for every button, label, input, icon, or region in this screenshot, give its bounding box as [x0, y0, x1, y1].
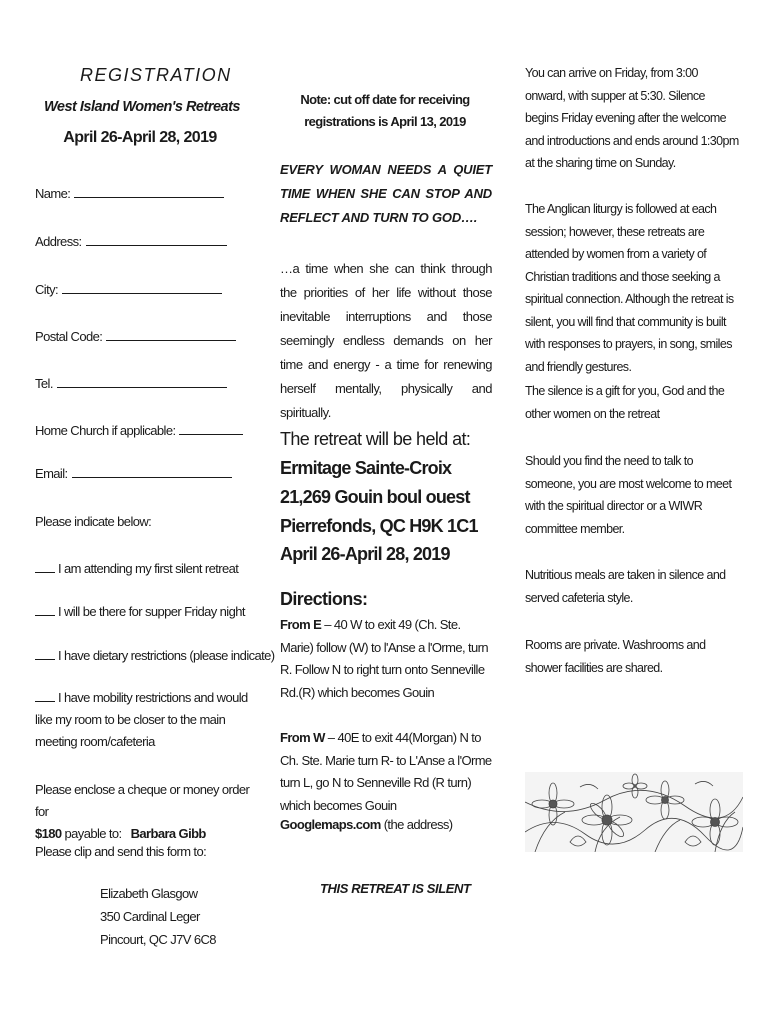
location-dates: April 26-April 28, 2019 — [280, 544, 450, 564]
mobility-option[interactable] — [35, 687, 250, 753]
location-name: Ermitage Sainte-Croix — [280, 458, 452, 478]
location-city: Pierrefonds, QC H9K 1C1 — [280, 516, 478, 536]
directions-heading: Directions: — [280, 589, 368, 609]
supper-label: I will be there for supper Friday night — [58, 604, 245, 619]
dietary-checkbox[interactable] — [35, 647, 55, 660]
payment-payable-to: payable to: — [64, 826, 122, 841]
from-east-text: – 40 W to exit 49 (Ch. Ste. Marie) follow (W) to l'Anse a l'Orme, turn R. Follow N to right turn onto Senneville Rd.(R) which becomes Gouin — [280, 617, 489, 700]
rooms-paragraph: Rooms are private. Washrooms and shower facilities are shared. — [525, 638, 706, 675]
mail-address-name: Elizabeth Glasgow — [100, 886, 198, 901]
payment-text: Please enclose a cheque or money order for — [35, 782, 250, 819]
dietary-label: I have dietary restrictions (please indicate) — [58, 648, 275, 663]
payment-amount: $180 — [35, 826, 62, 841]
location-street: 21,269 Gouin boul ouest — [280, 487, 470, 507]
gift-paragraph: The silence is a gift for you, God and the other women on the retreat — [525, 384, 725, 421]
cutoff-note: Note: cut off date for receiving registrations is April 13, 2019 — [300, 92, 470, 129]
directions-from-east — [280, 614, 492, 704]
first-retreat-label: I am attending my first silent retreat — [58, 561, 239, 576]
mobility-checkbox[interactable] — [35, 689, 55, 702]
mail-address-city: Pincourt, QC J7V 6C8 — [100, 932, 216, 947]
silent-retreat-note: THIS RETREAT IS SILENT — [320, 881, 471, 896]
postal-code-field[interactable] — [35, 326, 235, 348]
liturgy-paragraph: The Anglican liturgy is followed at each session; however, these retreats are attended by women from a variety of Christian traditions and those seeking a spiritual connection. Although the retreat is silent, you will find that community is built with responses to prayers, in song, smiles and friendly gestures. — [525, 202, 734, 374]
floral-illustration — [525, 772, 743, 852]
postal-code-label: Postal Code: — [35, 329, 103, 344]
city-blank[interactable] — [62, 281, 222, 294]
city-field[interactable] — [35, 279, 235, 301]
dietary-option[interactable] — [35, 645, 275, 667]
name-blank[interactable] — [74, 185, 224, 198]
mobility-label: I have mobility restrictions and would like my room to be closer to the main meeting room/cafeteria — [35, 690, 248, 749]
tagline: EVERY WOMAN NEEDS A QUIET TIME WHEN SHE CAN STOP AND REFLECT AND TURN TO GOD…. — [280, 162, 492, 225]
maps-line — [280, 817, 453, 832]
email-field[interactable] — [35, 463, 235, 485]
held-at-heading: The retreat will be held at: — [280, 429, 471, 449]
name-label: Name: — [35, 186, 71, 201]
directions-from-west — [280, 727, 492, 817]
send-label: Please clip and send this form to: — [35, 844, 207, 859]
maps-note: (the address) — [380, 817, 453, 832]
payment-payee: Barbara Gibb — [130, 826, 206, 841]
quiet-time-text: …a time when she can think through the priorities of her life without those inevitable interruptions and those seemingly endless demands on her time and energy - a time for renewing herself mentally, physically and spiritually. — [280, 261, 492, 420]
tel-field[interactable] — [35, 373, 235, 395]
tel-label: Tel. — [35, 376, 53, 391]
mail-address-street: 350 Cardinal Leger — [100, 909, 200, 924]
address-label: Address: — [35, 234, 82, 249]
from-east-label: From E — [280, 617, 322, 632]
retreat-dates-title: April 26-April 28, 2019 — [63, 129, 217, 146]
from-west-text: – 40E to exit 44(Morgan) N to Ch. Ste. Marie turn R- to L'Anse a l'Orme turn L, go N to Senneville Rd (R turn) which becomes Gouin — [280, 730, 492, 813]
email-blank[interactable] — [72, 465, 232, 478]
home-church-blank[interactable] — [179, 422, 243, 435]
tel-blank[interactable] — [57, 375, 227, 388]
from-west-label: From W — [280, 730, 325, 745]
address-blank[interactable] — [86, 233, 227, 246]
indicate-label: Please indicate below: — [35, 514, 152, 529]
name-field[interactable] — [35, 183, 235, 205]
first-retreat-checkbox[interactable] — [35, 560, 55, 573]
meals-paragraph: Nutritious meals are taken in silence and served cafeteria style. — [525, 568, 726, 605]
payment-instructions — [35, 779, 250, 845]
maps-link[interactable]: Googlemaps.com — [280, 817, 381, 832]
city-label: City: — [35, 282, 59, 297]
postal-code-blank[interactable] — [106, 328, 236, 341]
first-retreat-option[interactable] — [35, 558, 240, 580]
home-church-field[interactable] — [35, 420, 235, 442]
registration-title: REGISTRATION — [80, 65, 232, 85]
arrival-paragraph: You can arrive on Friday, from 3:00 onward, with supper at 5:30. Silence begins Friday evening after the welcome and introductions and ends around 1:30pm at the sharing time on Sunday. — [525, 66, 739, 170]
supper-checkbox[interactable] — [35, 603, 55, 616]
home-church-label: Home Church if applicable: — [35, 423, 176, 438]
organization-title: West Island Women's Retreats — [43, 99, 240, 115]
email-label: Email: — [35, 466, 68, 481]
supper-option[interactable] — [35, 601, 245, 623]
address-field[interactable] — [35, 231, 235, 253]
talk-paragraph: Should you find the need to talk to someone, you are most welcome to meet with the spiritual director or a WIWR committee member. — [525, 454, 732, 536]
